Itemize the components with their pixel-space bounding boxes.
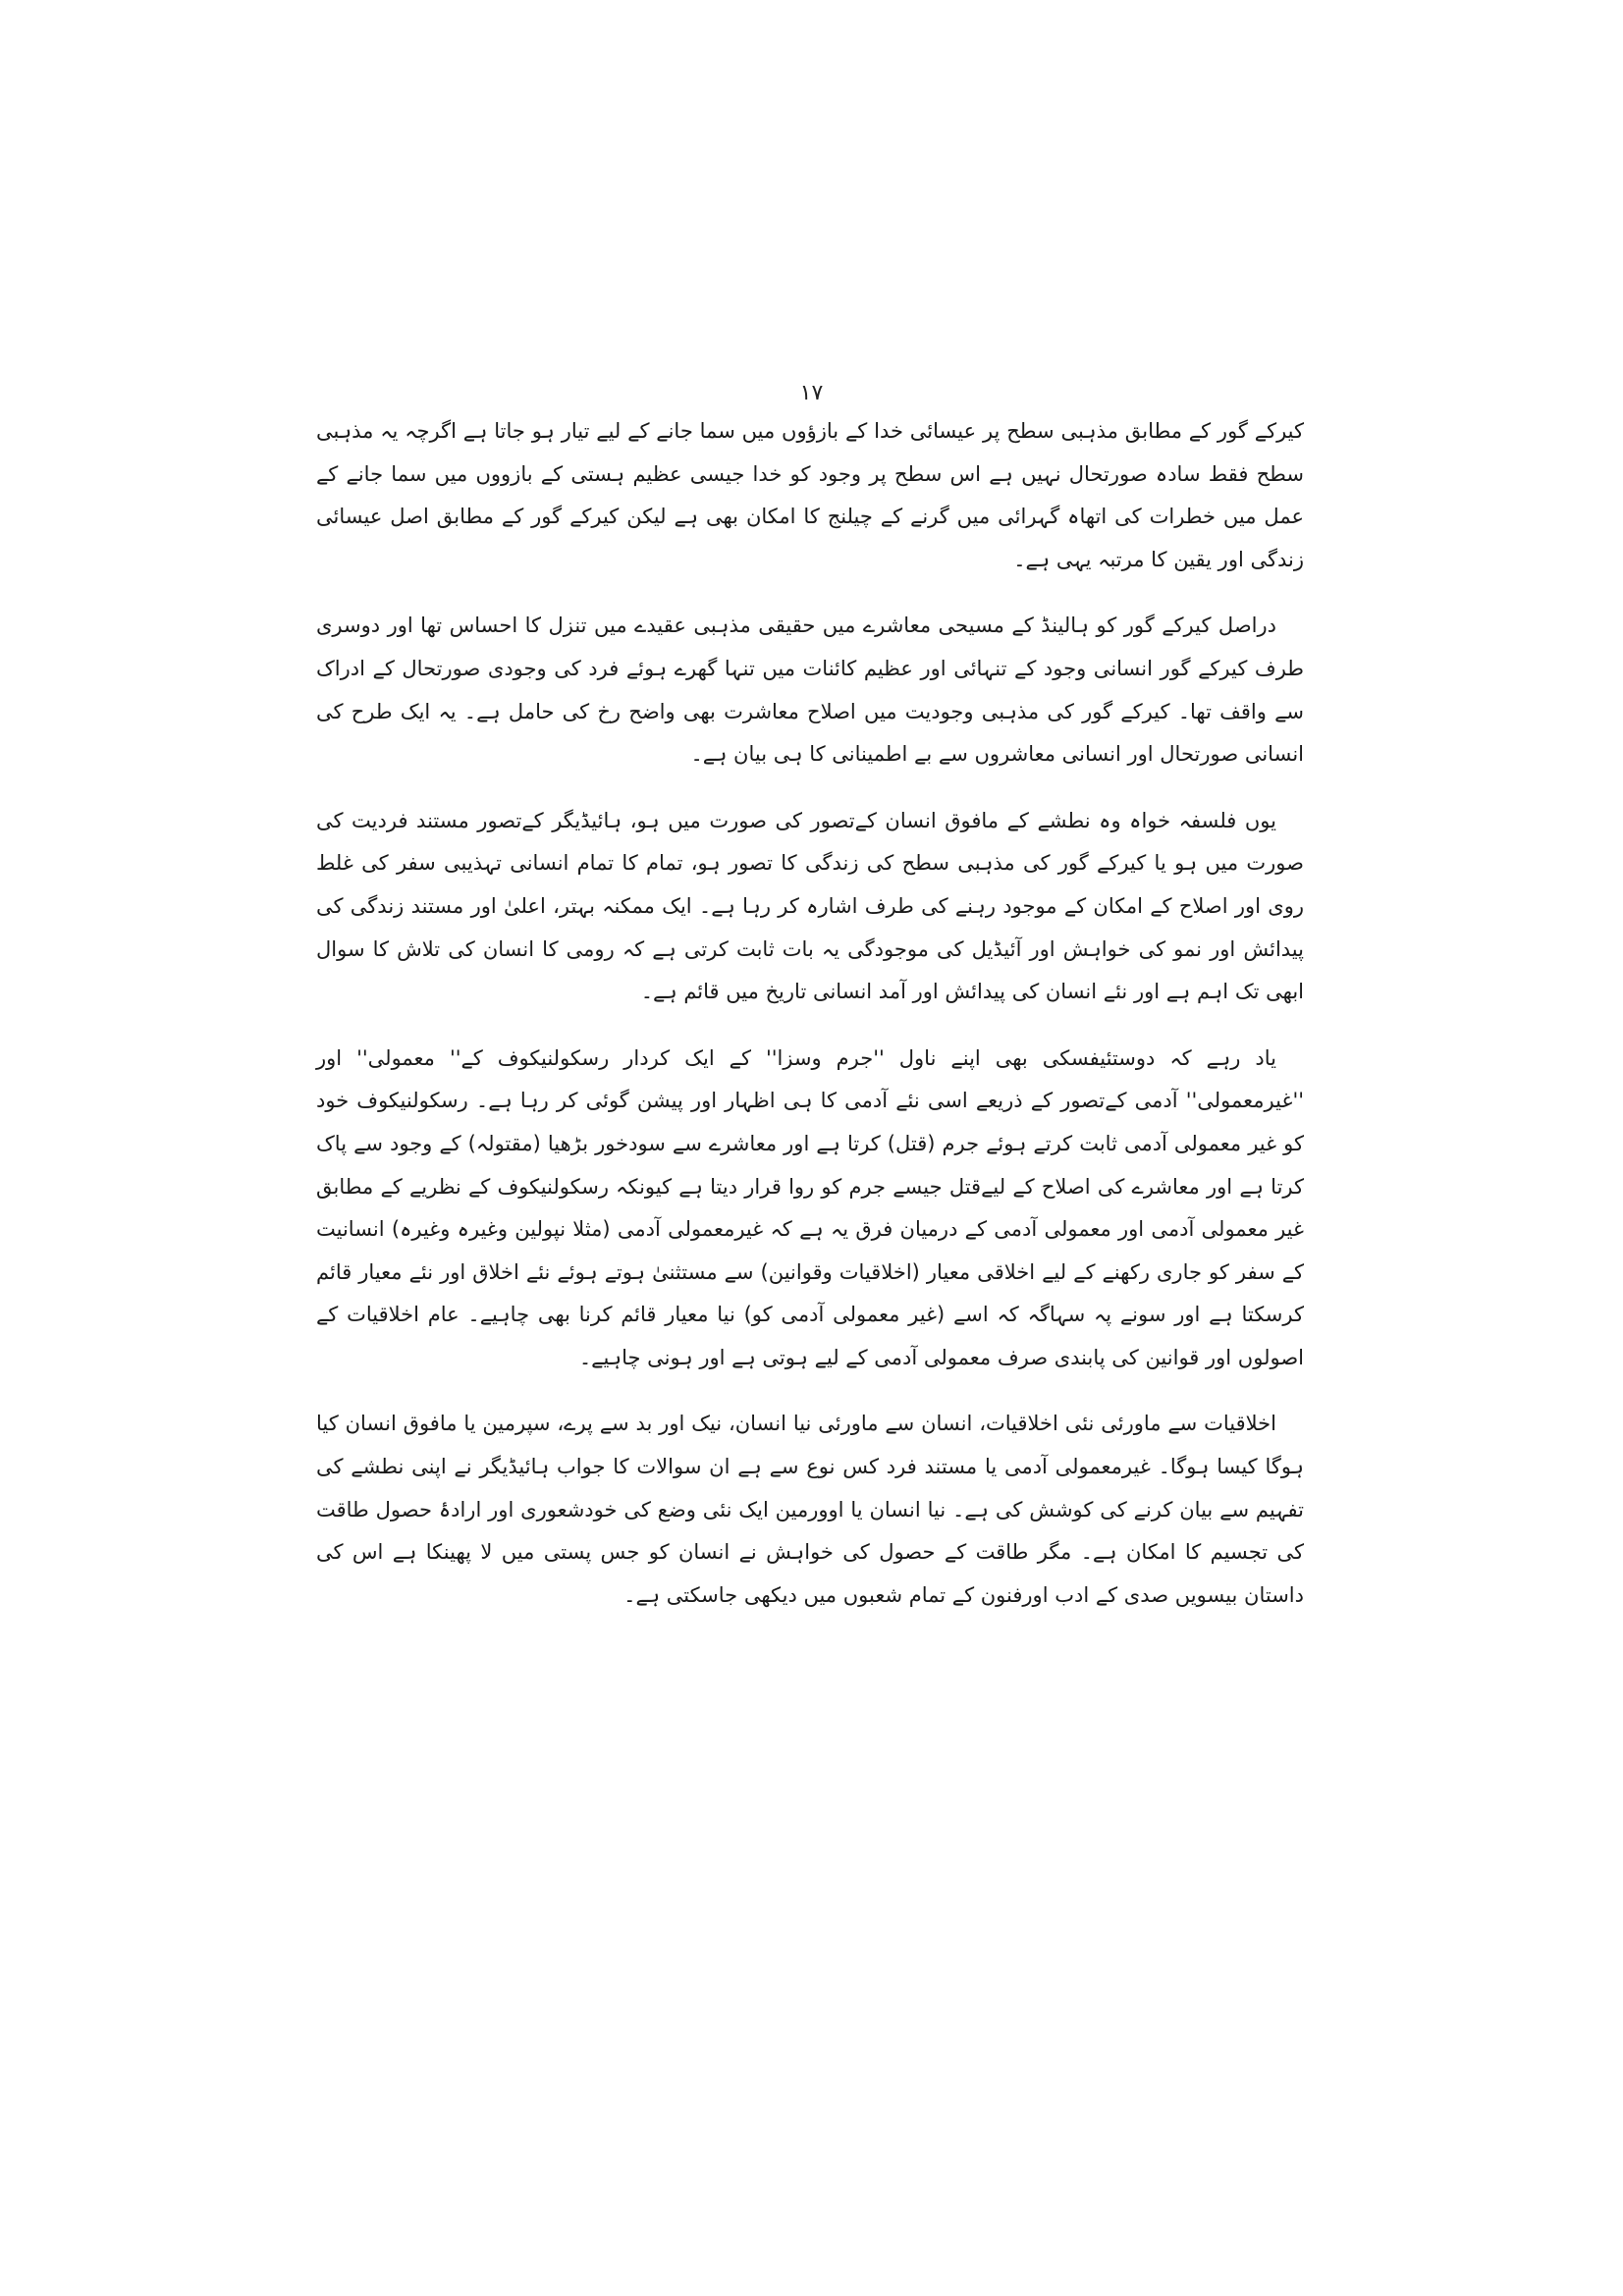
paragraph-3: یوں فلسفہ خواہ وہ نطشے کے مافوق انسان کےتصور کی صورت میں ہو، ہائیڈیگر کےتصور مستند فردیت کی صورت میں ہو یا کیرکے گور کی مذہبی سطح کی زندگی کا تصور ہو، تمام کا تمام انسانی تہذیبی سفر کی غلط روی اور اصلاح کے امکان کے موجود رہنے کی طرف اشارہ کر رہا ہے۔ ایک ممکنہ بہتر، اعلیٰ اور مستند زندگی کی پیدائش اور نمو کی خواہش اور آئیڈیل کی موجودگی یہ بات ثابت کرتی ہے کہ رومی کا انسان کی تلاش کا سوال ابھی تک اہم ہے اور نئے انسان کی پیدائش اور آمد انسانی تاریخ میں قائم ہے۔ — [316, 808, 1304, 1004]
paragraph-5: اخلاقیات سے ماورئی نئی اخلاقیات، انسان سے ماورئی نیا انسان، نیک اور بد سے پرے، سپرمین یا مافوق انسان کیا ہوگا کیسا ہوگا۔ غیرمعمولی آدمی یا مستند فرد کس نوع سے ہے ان سوالات کا جواب ہائیڈیگر نے اپنی نطشے کی تفہیم سے بیان کرنے کی کوشش کی ہے۔ نیا انسان یا اوورمین ایک نئی وضع کی خودشعوری اور ارادۂ حصول طاقت کی تجسیم کا امکان ہے۔ مگر طاقت کے حصول کی خواہش نے انسان کو جس پستی میں لا پھینکا ہے اس کی داستان بیسویں صدی کے ادب اورفنون کے تمام شعبوں میں دیکھی جاسکتی ہے۔ — [316, 1412, 1304, 1607]
page-number: ۱۷ — [799, 381, 824, 405]
paragraph-1: کیرکے گور کے مطابق مذہبی سطح پر عیسائی خدا کے بازؤوں میں سما جانے کے لیے تیار ہو جاتا ہے اگرچہ یہ مذہبی سطح فقط سادہ صورتحال نہیں ہے اس سطح پر وجود کو خدا جیسی عظیم ہستی کے بازووں میں سما جانے کے عمل میں خطرات کی اتھاہ گہرائی میں گرنے کے چیلنج کا امکان بھی ہے لیکن کیرکے گور کے مطابق اصل عیسائی زندگی اور یقین کا مرتبہ یہی ہے۔ — [316, 419, 1304, 571]
paragraph-4: یاد رہے کہ دوستئیفسکی بھی اپنے ناول ''جرم وسزا'' کے ایک کردار رسکولنیکوف کے'' معمولی'' اور ''غیرمعمولی'' آدمی کےتصور کے ذریعے اسی نئے آدمی کا ہی اظہار اور پیشن گوئی کر رہا ہے۔ رسکولنیکوف خود کو غیر معمولی آدمی ثابت کرتے ہوئے جرم (قتل) کرتا ہے اور معاشرے سے سودخور بڑھیا (مقتولہ) کے وجود سے پاک کرتا ہے اور معاشرے کی اصلاح کے لیےقتل جیسے جرم کو روا قرار دیتا ہے کیونکہ رسکولنیکوف کے نظریے کے مطابق غیر معمولی آدمی اور معمولی آدمی کے درمیان فرق یہ ہے کہ غیرمعمولی آدمی (مثلا نپولین وغیرہ وغیرہ) انسانیت کے سفر کو جاری رکھنے کے لیے اخلاقی معیار (اخلاقیات وقوانین) سے مستثنیٰ ہوتے ہوئے نئے اخلاق اور نئے معیار قائم کرسکتا ہے اور سونے پہ سہاگہ کہ اسے (غیر معمولی آدمی کو) نیا معیار قائم کرنا بھی چاہیے۔ عام اخلاقیات کے اصولوں اور قوانین کی پابندی صرف معمولی آدمی کے لیے ہوتی ہے اور ہونی چاہیے۔ — [316, 1045, 1304, 1369]
paragraph-2: دراصل کیرکے گور کو ہالینڈ کے مسیحی معاشرے میں حقیقی مذہبی عقیدے میں تنزل کا احساس تھا اور دوسری طرف کیرکے گور انسانی وجود کے تنہائی اور عظیم کائنات میں تنہا گھرے ہوئے فرد کی وجودی صورتحال کے ادراک سے واقف تھا۔ کیرکے گور کی مذہبی وجودیت میں اصلاح معاشرت بھی واضح رخ کی حامل ہے۔ یہ ایک طرح کی انسانی صورتحال اور انسانی معاشروں سے بے اطمینانی کا ہی بیان ہے۔ — [316, 614, 1304, 767]
body-text — [316, 410, 1304, 1640]
